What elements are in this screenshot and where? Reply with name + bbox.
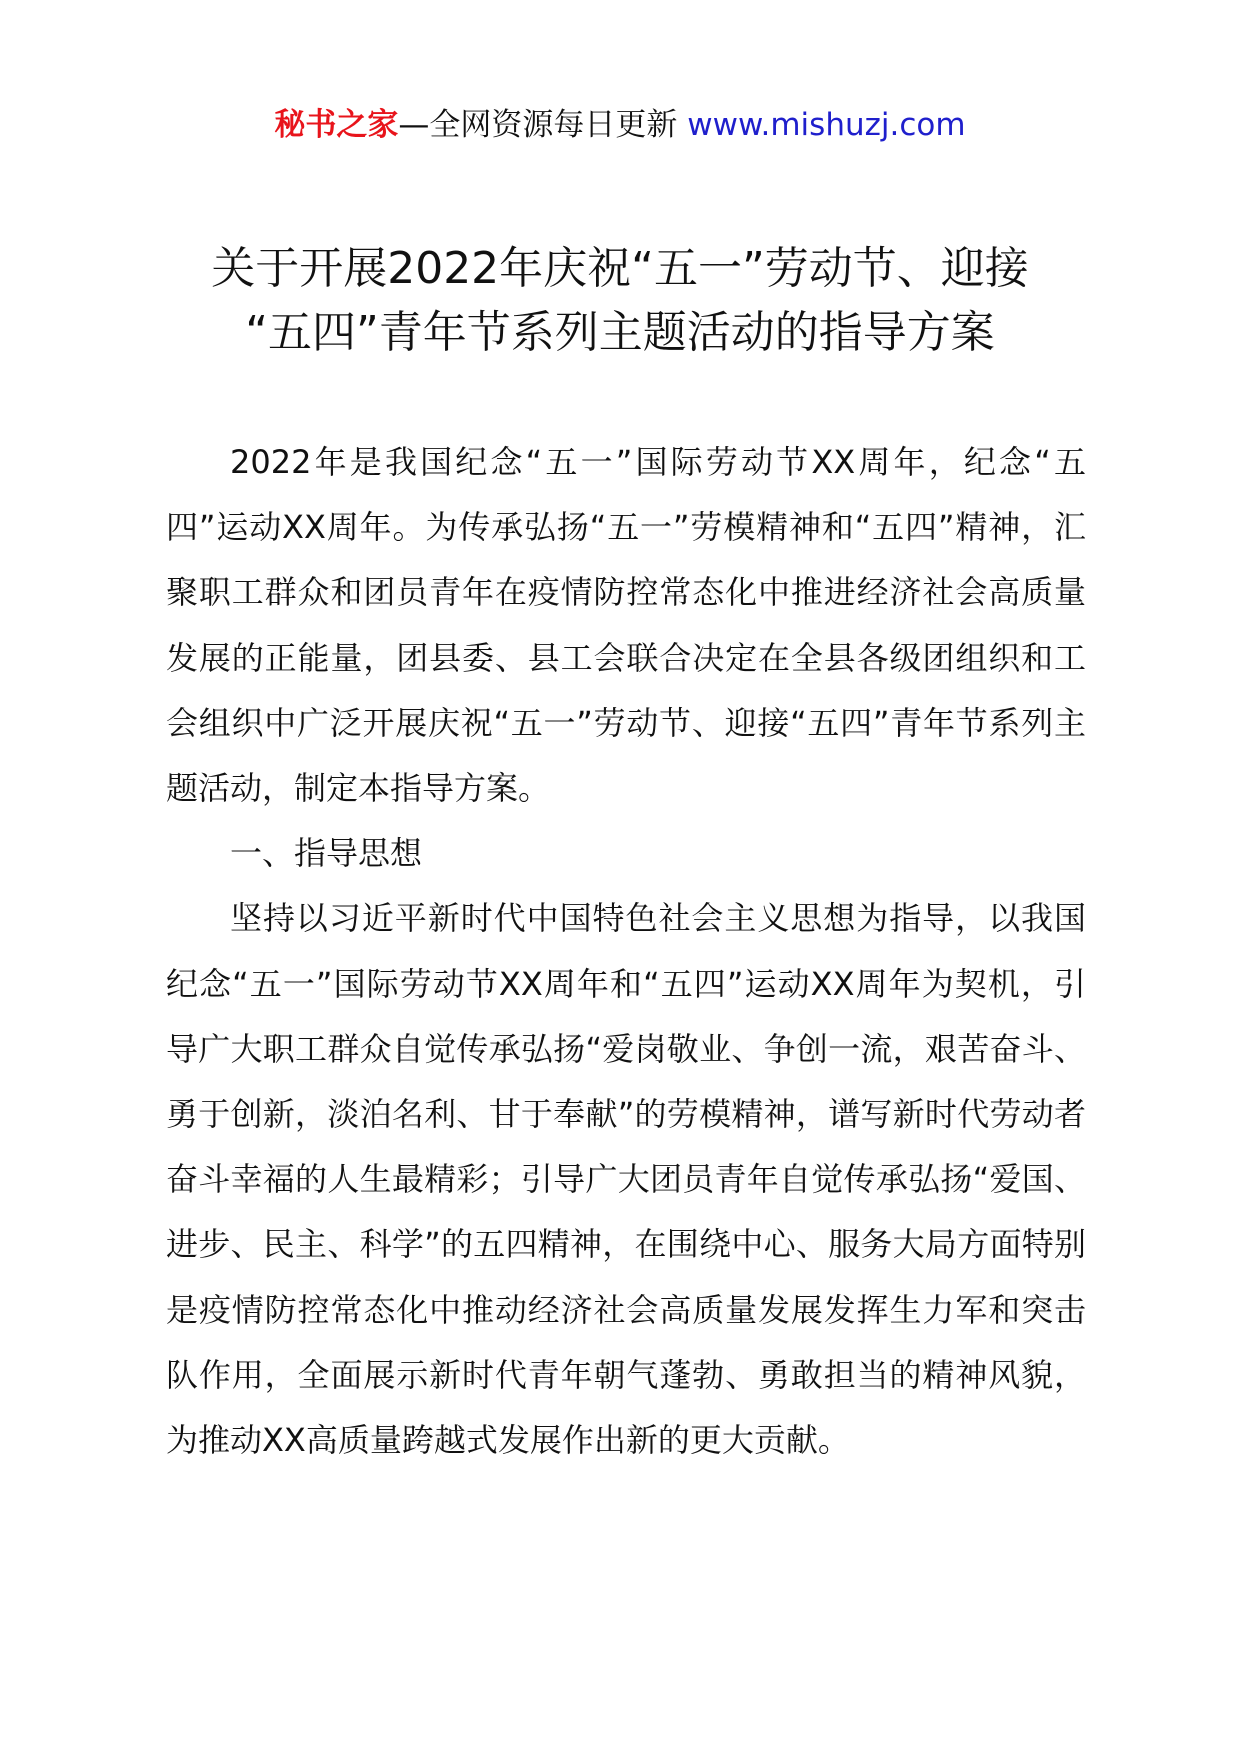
title-line-1: 关于开展2022年庆祝“五一”劳动节、迎接 — [211, 243, 1029, 294]
intro-paragraph: 2022年是我国纪念“五一”国际劳动节XX周年，纪念“五四”运动XX周年。为传承弘扬“五一”劳模精神和“五四”精神，汇聚职工群众和团员青年在疫情防控常态化中推进经济社会高质量发展的正能量，团县委、县工会联合决定在全县各级团组织和工会组织中广泛开展庆祝“五一”劳动节、迎接“五四”青年节系列主题活动，制定本指导方案。 — [166, 443, 1086, 808]
section-paragraph-guiding-ideology: 坚持以习近平新时代中国特色社会主义思想为指导，以我国纪念“五一”国际劳动节XX周年和“五四”运动XX周年为契机，引导广大职工群众自觉传承弘扬“爱岗敬业、争创一流，艰苦奋斗、勇于创新，淡泊名利、甘于奉献”的劳模精神，谱写新时代劳动者奋斗幸福的人生最精彩；引导广大团员青年自觉传承弘扬“爱国、进步、民主、科学”的五四精神，在围绕中心、服务大局方面特别是疫情防控常态化中推动经济社会高质量发展发挥生力军和突击队作用，全面展示新时代青年朝气蓬勃、勇敢担当的精神风貌，为推动XX高质量跨越式发展作出新的更大贡献。 — [166, 899, 1086, 1460]
document-title — [150, 237, 1090, 365]
section-heading-guiding-ideology: 一、指导思想 — [230, 834, 423, 873]
brand-name: 秘书之家 — [274, 107, 399, 143]
document-body — [166, 430, 1086, 1473]
title-line-2: “五四”青年节系列主题活动的指导方案 — [245, 307, 995, 358]
site-url[interactable]: www.mishuzj.com — [687, 107, 966, 143]
site-header — [0, 103, 1240, 147]
header-tagline: —全网资源每日更新 — [398, 107, 688, 143]
